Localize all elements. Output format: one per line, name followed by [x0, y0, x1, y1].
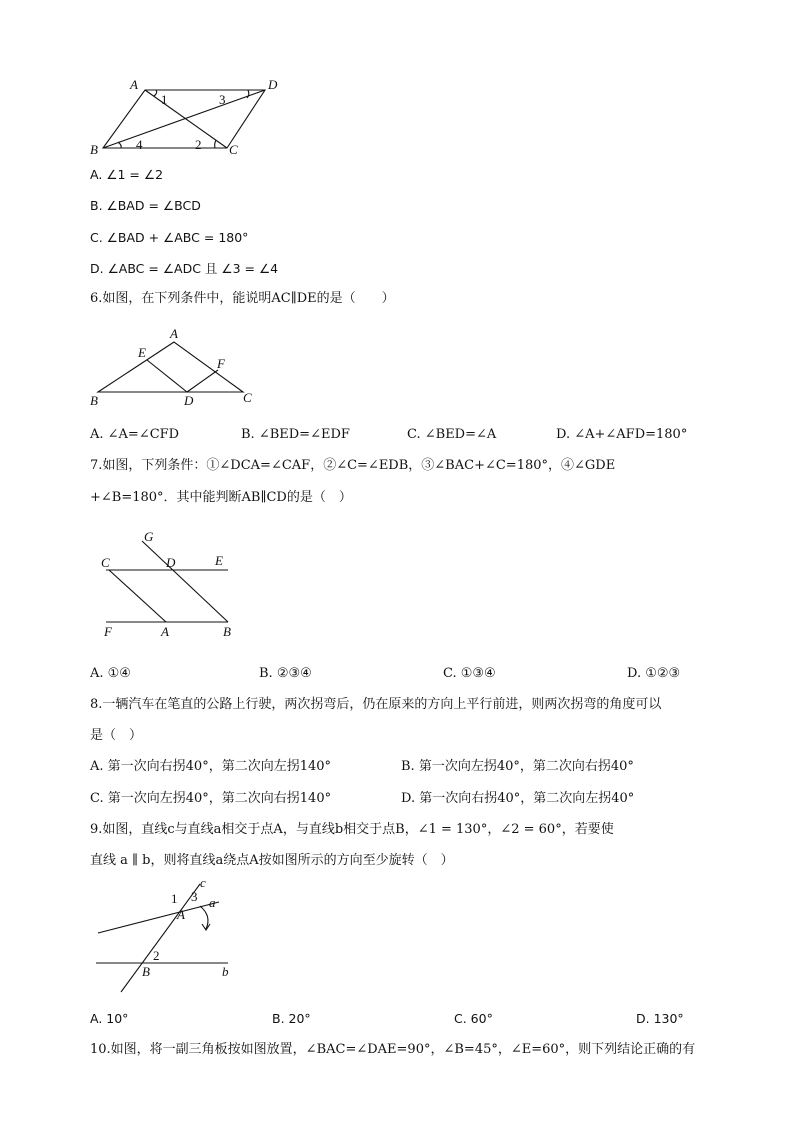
q8-option-a[interactable]: A. 第一次向右拐40°，第二次向左拐140° [90, 759, 332, 774]
q9-stem-line1: 9.如图，直线c与直线a相交于点A，与直线b相交于点B，∠1 = 130°，∠2 = 60°，若要使 [90, 822, 614, 837]
q7-stem-line2: +∠B=180°．其中能判断AB∥CD的是（ ） [90, 490, 352, 505]
label-b: b [222, 964, 229, 979]
label-angle-3: 3 [191, 889, 198, 904]
q8-option-b[interactable]: B. 第一次向左拐40°，第二次向右拐40° [401, 759, 634, 774]
label-c: c [200, 875, 206, 890]
q9-option-b[interactable]: B. 20° [272, 1011, 311, 1026]
segment-df [187, 370, 218, 392]
label-angle-4: 4 [136, 137, 143, 152]
q6-option-c[interactable]: C. ∠BED=∠A [407, 427, 497, 442]
q9-stem-line2: 直线 a ∥ b，则将直线a绕点A按如图所示的方向至少旋转（ ） [90, 853, 454, 868]
label-F: F [104, 624, 112, 639]
q6-option-d[interactable]: D. ∠A+∠AFD=180° [556, 427, 688, 442]
label-B: B [142, 964, 150, 979]
angle-arc-1 [154, 90, 157, 96]
q5-option-d[interactable]: D. ∠ABC = ∠ADC 且 ∠3 = ∠4 [90, 261, 279, 276]
label-angle-2: 2 [153, 948, 160, 963]
label-D: D [184, 393, 194, 408]
q9-option-d[interactable]: D. 130° [636, 1011, 684, 1026]
label-D: D [166, 555, 176, 570]
q7-option-b[interactable]: B. ②③④ [259, 666, 312, 681]
q7-option-d[interactable]: D. ①②③ [627, 666, 681, 681]
q8-option-d[interactable]: D. 第一次向右拐40°，第二次向左拐40° [401, 791, 635, 806]
label-A: A [170, 326, 178, 341]
q9-option-c[interactable]: C. 60° [454, 1011, 493, 1026]
q9-option-a[interactable]: A. 10° [90, 1011, 129, 1026]
line-ca [109, 570, 166, 622]
q6-option-a[interactable]: A. ∠A=∠CFD [90, 427, 180, 442]
label-angle-1: 1 [161, 92, 168, 107]
label-angle-2: 2 [195, 137, 202, 152]
label-angle-1: 1 [171, 891, 178, 906]
diagonal-ac [145, 90, 227, 148]
label-A: A [177, 907, 185, 922]
label-C: C [243, 390, 252, 405]
q8-stem-line2: 是（ ） [90, 728, 143, 743]
q5-option-a[interactable]: A. ∠1 = ∠2 [90, 167, 164, 182]
label-B: B [90, 142, 98, 157]
segment-ed [147, 360, 187, 392]
label-E: E [215, 553, 223, 568]
label-G: G [144, 529, 154, 544]
label-C: C [229, 142, 238, 157]
q7-option-c[interactable]: C. ①③④ [443, 666, 496, 681]
q8-option-c[interactable]: C. 第一次向左拐40°，第二次向右拐140° [90, 791, 332, 806]
q5-option-b[interactable]: B. ∠BAD = ∠BCD [90, 198, 201, 213]
label-C: C [101, 555, 110, 570]
label-B: B [223, 624, 231, 639]
rotation-arrowhead-icon [202, 924, 210, 930]
label-B: B [90, 393, 98, 408]
line-c [121, 884, 200, 992]
angle-arc-4 [118, 142, 121, 148]
label-angle-3: 3 [219, 92, 226, 107]
q7-option-a[interactable]: A. ①④ [90, 666, 131, 681]
figure-q9-rotation [92, 876, 252, 996]
q7-stem-line1: 7.如图，下列条件：①∠DCA=∠CAF，②∠C=∠EDB，③∠BAC+∠C=180°，④∠GDE [90, 458, 616, 473]
label-a: a [209, 895, 216, 910]
figure-q6-triangle [88, 326, 268, 406]
figure-q7-parallel-lines [96, 527, 256, 647]
diagonal-bd [103, 90, 265, 148]
label-F: F [217, 356, 225, 371]
label-E: E [138, 345, 146, 360]
label-A: A [130, 77, 138, 92]
q6-stem: 6.如图，在下列条件中，能说明AC∥DE的是（ ） [90, 291, 395, 306]
q5-option-c[interactable]: C. ∠BAD + ∠ABC = 180° [90, 230, 249, 245]
q10-stem-line1: 10.如图，将一副三角板按如图放置，∠BAC=∠DAE=90°，∠B=45°，∠E=60°，则下列结论正确的有 [90, 1042, 696, 1057]
label-D: D [268, 77, 278, 92]
q8-stem-line1: 8.一辆汽车在笔直的公路上行驶，两次拐弯后，仍在原来的方向上平行前进，则两次拐弯的角度可以 [90, 697, 662, 712]
q6-option-b[interactable]: B. ∠BED=∠EDF [241, 427, 350, 442]
angle-arc-2 [215, 140, 216, 148]
rotation-arrow-icon [200, 906, 208, 929]
figure-parallelogram [88, 76, 288, 156]
label-A: A [161, 624, 169, 639]
